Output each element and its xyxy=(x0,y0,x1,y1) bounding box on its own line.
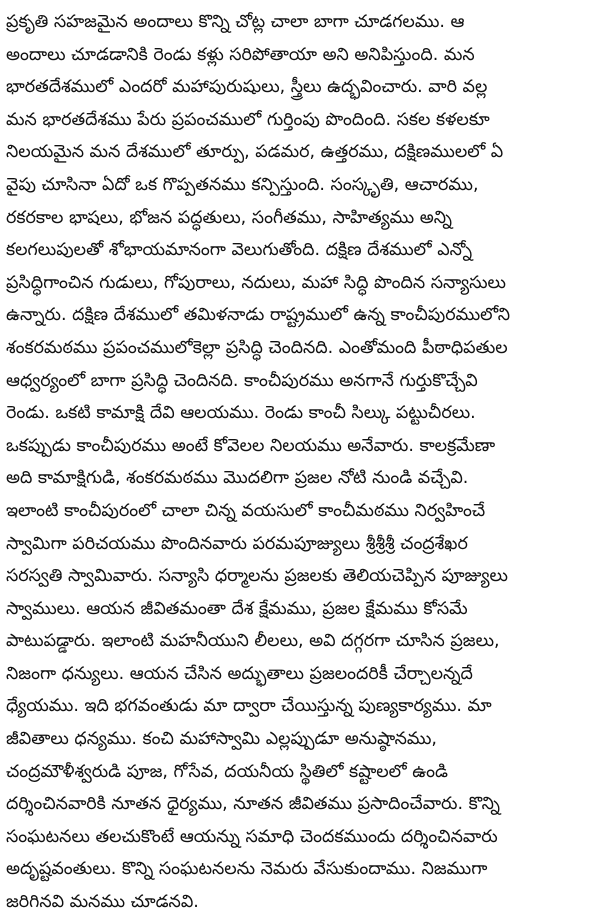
text-line-13: రెండు. ఒకటి కామాక్షి దేవి ఆలయము. రెండు కాంచీ సిల్కు పట్టుచీరలు. xyxy=(6,403,476,424)
text-line-20: పాటుపడ్డారు. ఇలాంటి మహనీయుని లీలలు, అవి దగ్గరగా చూసిన ప్రజలు, xyxy=(6,631,500,652)
text-line-1: ప్రకృతి సహజమైన అందాలు కొన్ని చోట్ల చాలా బాగా చూడగలము. ఆ xyxy=(6,12,465,32)
text-line-28: జరిగినవి మనము చూడనవి. xyxy=(6,892,199,913)
text-line-17: స్వామిగా పరిచయము పొందినవారు పరమపూజ్యులు శ్రీశ్రీశ్రీ చంద్రశేఖర xyxy=(6,533,468,554)
text-line-6: వైపు చూసినా ఏదో ఒక గొప్పతనము కన్పిస్తుంది. సంస్కృతి, ఆచారము, xyxy=(6,174,479,195)
text-line-7: రకరకాల భాషలు, భోజన పద్ధతులు, సంగీతము, సాహిత్యము అన్ని xyxy=(6,207,452,228)
text-line-2: అందాలు చూడడానికి రెండు కళ్లు సరిపోతాయా అని అనిపిస్తుంది. మన xyxy=(6,44,475,65)
text-line-11: శంకరమఠము ప్రపంచములోకెల్లా ప్రసిద్ధి చెందినది. ఎంతోమంది పీఠాధిపతుల xyxy=(6,337,508,358)
text-line-15: అది కామాక్షిగుడి, శంకరమఠము మొదలిగా ప్రజల నోటి నుండి వచ్చేవి. xyxy=(6,468,469,489)
text-line-4: మన భారతదేశము పేరు ప్రపంచములో గుర్తింపు పొందింది. సకల కళలకూ xyxy=(6,109,490,130)
body-paragraph xyxy=(6,6,592,919)
text-line-21: నిజంగా ధన్యులు. ఆయన చేసిన అద్భుతాలు ప్రజలందరికీ చేర్చాలన్నదే xyxy=(6,663,473,684)
text-line-26: సంఘటనలు తలచుకొంటే ఆయన్ను సమాధి చెందకముందు దర్శించినవారు xyxy=(6,826,498,847)
text-line-23: జీవితాలు ధన్యము. కంచి మహాస్వామి ఎల్లప్పుడూ అనుష్ఠానము, xyxy=(6,729,437,750)
text-line-22: ధ్యేయము. ఇది భగవంతుడు మా ద్వారా చేయిస్తున్న పుణ్యకార్యము. మా xyxy=(6,696,492,717)
text-line-24: చంద్రమౌళీశ్వరుడి పూజ, గోసేవ, దయనీయ స్థితిలో కష్టాలలో ఉండి xyxy=(6,761,448,782)
text-line-10: ఉన్నారు. దక్షిణ దేశములో తమిళనాడు రాష్ట్రములో ఉన్న కాంచీపురములోని xyxy=(6,305,510,326)
text-line-16: ఇలాంటి కాంచీపురంలో చాలా చిన్న వయసులో కాంచీమఠము నిర్వహించే xyxy=(6,500,486,521)
text-line-3: భారతదేశములో ఎందరో మహాపురుషులు, స్త్రీలు ఉద్భవించారు. వారి వల్ల xyxy=(6,77,488,98)
text-line-25: దర్శించినవారికి నూతన ధైర్యము, నూతన జీవితము ప్రసాదించేవారు. కొన్ని xyxy=(6,794,500,815)
text-line-9: ప్రసిద్ధిగాంచిన గుడులు, గోపురాలు, నదులు, మహా సిద్ధి పొందిన సన్యాసులు xyxy=(6,272,506,293)
text-line-14: ఒకప్పుడు కాంచీపురము అంటే కోవెలల నిలయము అనేవారు. కాలక్రమేణా xyxy=(6,435,496,456)
text-line-19: స్వాములు. ఆయన జీవితమంతా దేశ క్షేమము, ప్రజల క్షేమము కోసమే xyxy=(6,598,468,619)
text-line-12: ఆధ్వర్యంలో బాగా ప్రసిద్ధి చెందినది. కాంచీపురము అనగానే గుర్తుకొచ్చేవి xyxy=(6,370,478,391)
text-line-27: అదృష్టవంతులు. కొన్ని సంఘటనలను నెమరు వేసుకుందాము. నిజముగా xyxy=(6,859,488,880)
text-line-5: నిలయమైన మన దేశములో తూర్పు, పడమర, ఉత్తరము, దక్షిణములలో ఏ xyxy=(6,142,504,163)
text-line-8: కలగలుపులతో శోభాయమానంగా వెలుగుతోంది. దక్షిణ దేశములో ఎన్నో xyxy=(6,240,473,261)
text-line-18: సరస్వతి స్వామివారు. సన్యాసి ధర్మాలను ప్రజలకు తెలియచెప్పిన పూజ్యులు xyxy=(6,566,508,587)
